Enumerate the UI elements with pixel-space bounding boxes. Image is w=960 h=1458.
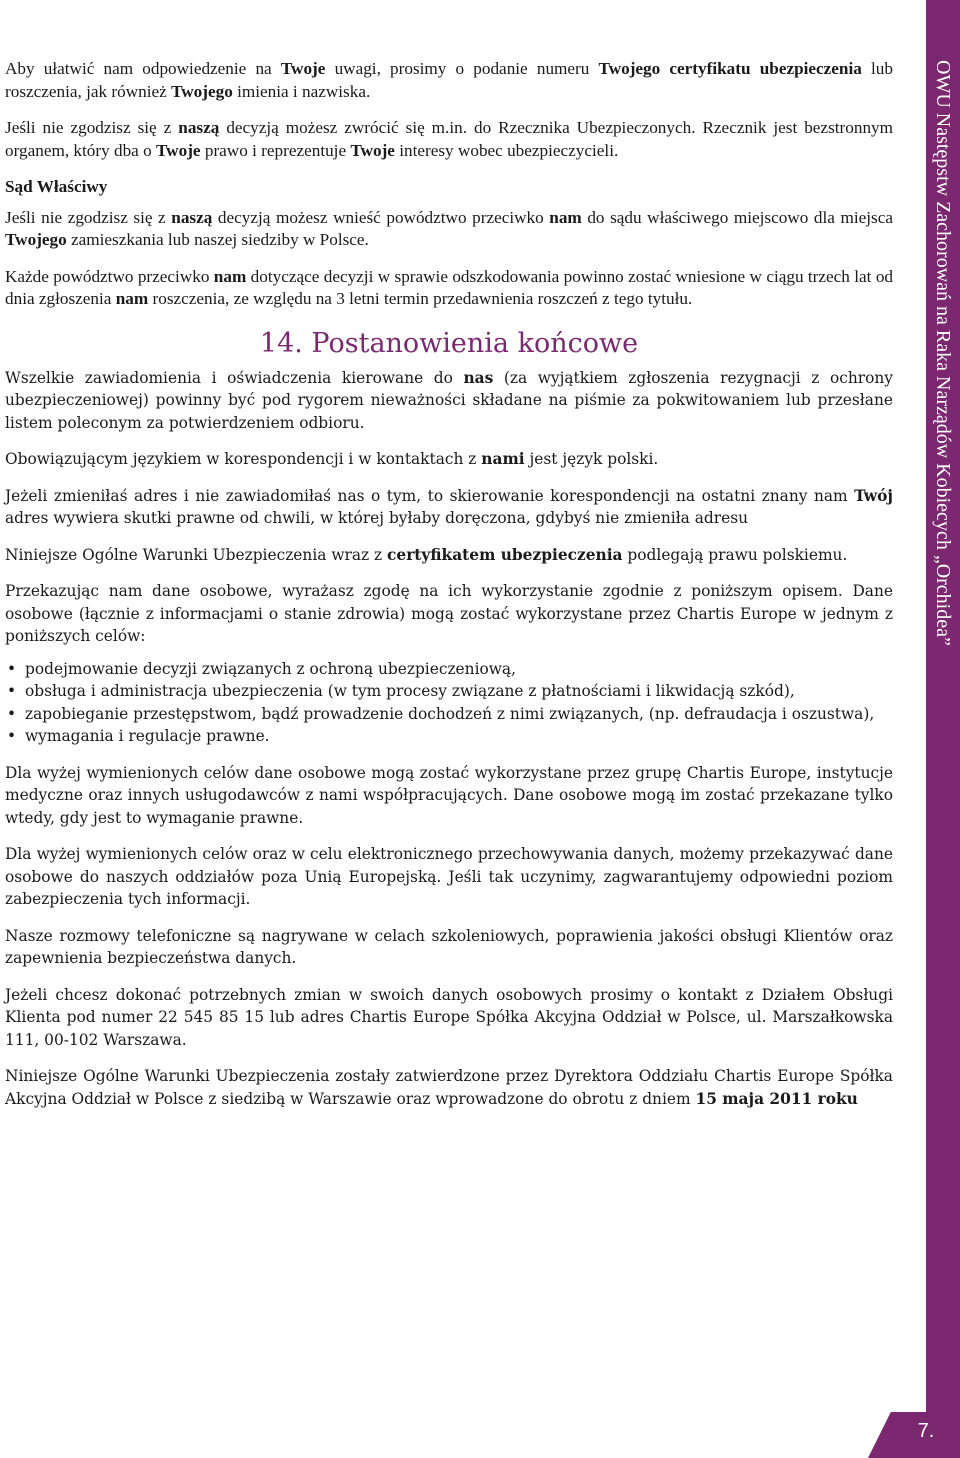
subheading-competent-court: Sąd Właściwy: [5, 177, 108, 196]
list-item: • zapobieganie przestępstwom, bądź prowadzenie dochodzeń z nimi związanych, (np. defraudacja i oszustwa),: [5, 703, 893, 726]
paragraph-data-transfer: Dla wyżej wymienionych celów oraz w celu elektronicznego przechowywania danych, możemy przekazywać dane osobowe do naszych oddziałów poza Unią Europejską. Jeśli tak uczynimy, zagwarantujemy odpowiedni poziom zabezpieczenia tych informacji.: [5, 845, 893, 908]
page-number: 7.: [917, 1420, 935, 1442]
list-item: • podejmowanie decyzji związanych z ochroną ubezpieczeniową,: [5, 658, 893, 681]
paragraph-customer-service: Jeżeli chcesz dokonać potrzebnych zmian w swoich danych osobowych prosimy o kontakt z Działem Obsługi Klienta pod numer 22 545 85 15 lub adres Chartis Europe Spółka Akcyjna Oddział w Polsce, ul. Marszałkowska 111, 00-102 Warszawa.: [5, 985, 893, 1049]
list-item: • wymagania i regulacje prawne.: [5, 725, 893, 748]
paragraph-governing-law: Niniejsze Ogólne Warunki Ubezpieczenia wraz z certyfikatem ubezpieczenia podlegają prawu polskiemu.: [5, 545, 848, 564]
paragraph-limitation-period: Każde powództwo przeciwko nam dotyczące decyzji w sprawie odszkodowania powinno zostać wniesione w ciągu trzech lat od dnia zgłoszenia nam roszczenia, ze względu na 3 letni termin przedawnienia roszczeń z tego tytułu.: [5, 266, 894, 308]
section-title-final-provisions: 14. Postanowienia końcowe: [259, 327, 639, 359]
document-body: [5, 58, 893, 1124]
paragraph-personal-data: Przekazując nam dane osobowe, wyrażasz zgodę na ich wykorzystanie zgodnie z poniższym opisem. Dane osobowe (łącznie z informacjami o stanie zdrowia) mogą zostać wykorzystane przez Chartis Europe w jednym z poniższych celów:: [5, 582, 893, 645]
paragraph-contact-info: Aby ułatwić nam odpowiedzenie na Twoje uwagi, prosimy o podanie numeru Twojego certyfikatu ubezpieczenia lub roszczenia, jak również Twojego imienia i nazwiska.: [5, 59, 893, 101]
paragraph-court-action: Jeśli nie zgodzisz się z naszą decyzją możesz wnieść powództwo przeciwko nam do sądu właściwego miejscowo dla miejsca Twojego zamieszkania lub naszej siedziby w Polsce.: [5, 207, 893, 249]
paragraph-language: Obowiązującym językiem w korespondencji i w kontaktach z nami jest język polski.: [5, 450, 659, 468]
paragraph-call-recording: Nasze rozmowy telefoniczne są nagrywane w celach szkoleniowych, poprawienia jakości obsługi Klientów oraz zapewnienia bezpieczeństwa danych.: [5, 926, 893, 967]
paragraph-data-recipients: Dla wyżej wymienionych celów dane osobowe mogą zostać wykorzystane przez grupę Chartis Europe, instytucje medyczne oraz innych usługodawców z nami współpracujących. Dane osobowe mogą im zostać przekazane tylko wtedy, gdy jest to wymaganie prawne.: [5, 763, 893, 827]
paragraph-notices: Wszelkie zawiadomienia i oświadczenia kierowane do nas (za wyjątkiem zgłoszenia rezygnacji z ochrony ubezpieczeniowej) powinny być pod rygorem nieważności składane na piśmie za pokwitowaniem lub przesłane listem poleconym za potwierdzeniem odbioru.: [5, 368, 893, 432]
paragraph-approval: Niniejsze Ogólne Warunki Ubezpieczenia zostały zatwierdzone przez Dyrektora Oddziału Chartis Europe Spółka Akcyjna Oddział w Polsce z siedzibą w Warszawie oraz wprowadzone do obrotu z dniem 15 maja 2011 roku: [5, 1067, 893, 1108]
paragraph-address-change: Jeżeli zmieniłaś adres i nie zawiadomiłaś nas o tym, to skierowanie korespondencji na ostatni znany nam Twój adres wywiera skutki prawne od chwili, w której byłaby doręczona, gdybyś nie zmieniła adresu: [5, 486, 893, 527]
sidebar-title: OWU Następstw Zachorowań na Raka Narządów Kobiecych „Orchidea”: [932, 60, 954, 646]
list-item: • obsługa i administracja ubezpieczenia (w tym procesy związane z płatnościami i likwidacją szkód),: [5, 680, 893, 703]
paragraph-ombudsman: Jeśli nie zgodzisz się z naszą decyzją możesz zwrócić się m.in. do Rzecznika Ubezpieczonych. Rzecznik jest bezstronnym organem, który dba o Twoje prawo i reprezentuje Twoje interesy wobec ubezpieczycieli.: [5, 118, 893, 160]
purpose-list: [5, 658, 893, 748]
